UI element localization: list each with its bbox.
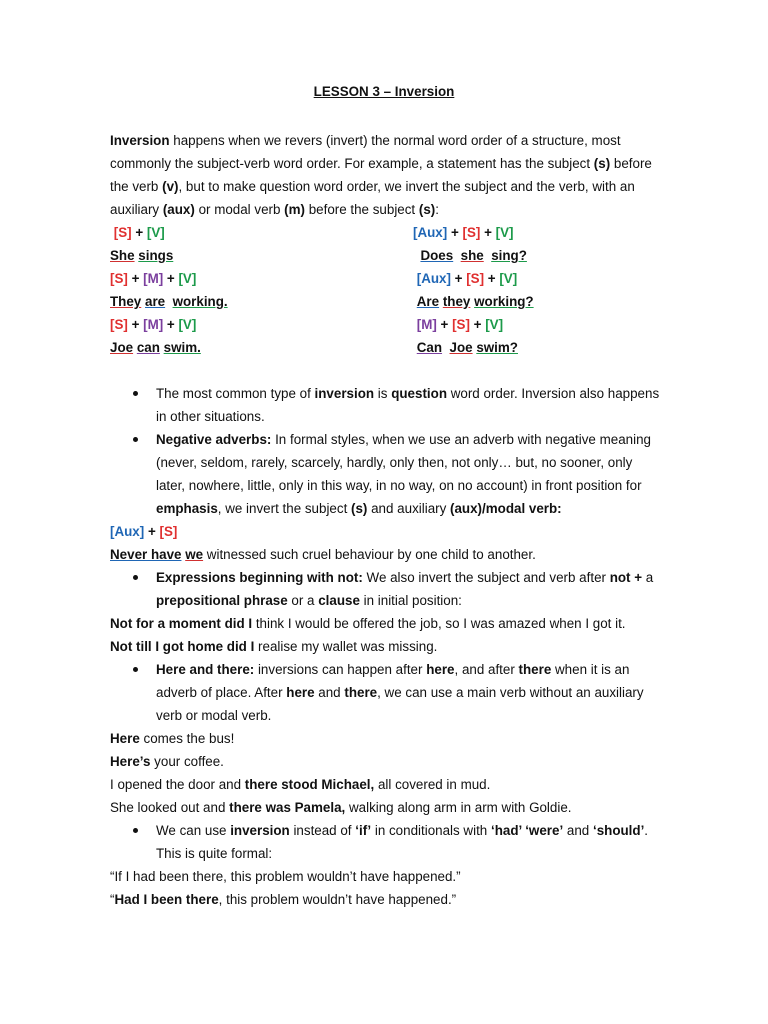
bullet-conditionals: We can use inversion instead of ‘if’ in conditionals with ‘had’ ‘were’ and ‘should’. This is quite formal: — [110, 819, 662, 865]
here-example-1: Here comes the bus! — [110, 731, 235, 746]
example-row-pattern-1 — [110, 221, 662, 244]
statement-pattern: [S] + [M] + [V] — [110, 271, 197, 286]
question-example: Does she sing? — [420, 248, 527, 263]
negative-pattern: [Aux] + [S] — [110, 524, 178, 539]
example-row-sentence-3 — [110, 336, 662, 359]
not-example-1: Not for a moment did I think I would be offered the job, so I was amazed when I got it. — [110, 616, 626, 631]
statement-example: Joe can swim. — [110, 340, 201, 355]
lesson-body — [110, 129, 662, 911]
here-example-4: She looked out and there was Pamela, walking along arm in arm with Goldie. — [110, 800, 572, 815]
statement-pattern: [S] + [V] — [113, 225, 165, 240]
negative-example: Never have we witnessed such cruel behaviour by one child to another. — [110, 547, 536, 562]
examples-table — [110, 221, 662, 359]
example-row-sentence-1 — [110, 244, 662, 267]
bullet-negative-adverbs: Negative adverbs: In formal styles, when we use an adverb with negative meaning (never, seldom, rarely, scarcely, hardly, only then, not only… but, no sooner, only later, nowhere, little, only in this way, in no way, on no account) in front position for emphasis, we invert the subject (s) and auxiliary (aux)/modal verb: — [110, 428, 662, 520]
bullet-not-expressions: Expressions beginning with not: We also invert the subject and verb after not + a prepositional phrase or a clause in initial position: — [110, 566, 662, 612]
example-row-pattern-2 — [110, 267, 662, 290]
statement-example: They are working. — [110, 294, 228, 309]
bullet-question-order: The most common type of inversion is question word order. Inversion also happens in other situations. — [110, 382, 662, 428]
question-pattern: [Aux] + [S] + [V] — [416, 271, 518, 286]
question-pattern: [M] + [S] + [V] — [416, 317, 504, 332]
question-example: Can Joe swim? — [416, 340, 518, 355]
statement-pattern: [S] + [M] + [V] — [110, 317, 197, 332]
statement-example: She sings — [110, 248, 174, 263]
intro-paragraph: Inversion happens when we revers (invert) the normal word order of a structure, most commonly the subject-verb word order. For example, a statement has the subject (s) before the verb (v), but to make question word order, we invert the subject and the verb, with an auxiliary (aux) or modal verb (m) before the subject (s): — [110, 133, 652, 217]
conditional-example-1: “If I had been there, this problem wouldn’t have happened.” — [110, 869, 461, 884]
conditional-example-2: “Had I been there, this problem wouldn’t have happened.” — [110, 892, 457, 907]
here-example-2: Here’s your coffee. — [110, 754, 224, 769]
not-example-2: Not till I got home did I realise my wallet was missing. — [110, 639, 438, 654]
example-row-sentence-2 — [110, 290, 662, 313]
example-row-pattern-3 — [110, 313, 662, 336]
bullet-here-and-there: Here and there: inversions can happen after here, and after there when it is an adverb of place. After here and there, we can use a main verb without an auxiliary verb or modal verb. — [110, 658, 662, 727]
here-example-3: I opened the door and there stood Michael, all covered in mud. — [110, 777, 491, 792]
question-pattern: [Aux] + [S] + [V] — [413, 225, 514, 240]
question-example: Are they working? — [416, 294, 534, 309]
lesson-title: LESSON 3 – Inversion — [313, 84, 455, 99]
